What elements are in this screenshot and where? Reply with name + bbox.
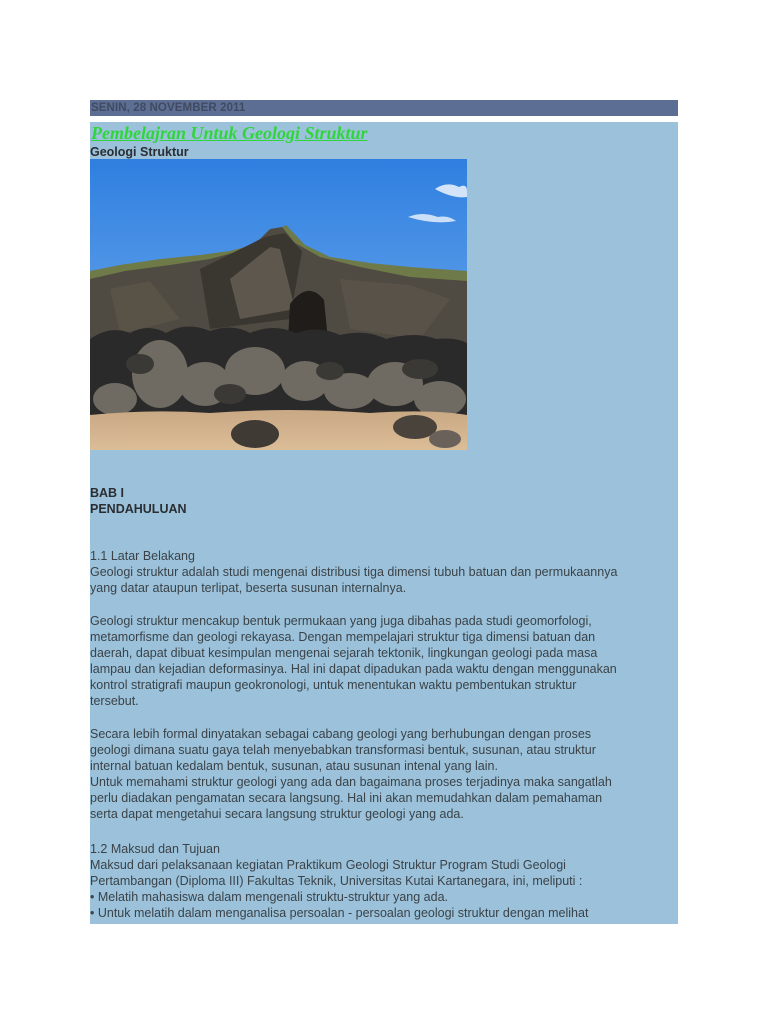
chapter-title: PENDAHULUAN bbox=[90, 502, 187, 516]
chapter-label: BAB I bbox=[90, 486, 125, 500]
section-heading: 1.1 Latar Belakang bbox=[90, 549, 195, 563]
post-subtitle: Geologi Struktur bbox=[90, 145, 189, 159]
paragraph: Maksud dari pelaksanaan kegiatan Praktikum Geologi Struktur Program Studi Geologi Pertambangan (Diploma III) Fakultas Teknik, Universitas Kutai Kartanegara, ini, meliputi : bbox=[90, 858, 583, 888]
rock-formation-photo bbox=[90, 159, 467, 450]
paragraph: Geologi struktur mencakup bentuk permukaan yang juga dibahas pada studi geomorfologi, metamorfisme dan geologi rekayasa. Dengan mempelajari struktur tiga dimensi batuan dan daerah, dapat dibuat kesimpulan mengenai sejarah tektonik, lingkungan geologi pada masa lampau dan kejadian deformasinya. Hal ini dapat dipadukan pada waktu dengan menggunakan kontrol stratigrafi maupun geokronologi, untuk menentukan waktu pembentukan struktur tersebut. bbox=[90, 614, 617, 708]
post-title-link[interactable]: Pembelajran Untuk Geologi Struktur bbox=[91, 123, 368, 143]
list-item: • Melatih mahasiswa dalam mengenali struktu-struktur yang ada. bbox=[90, 890, 449, 904]
date-header: SENIN, 28 NOVEMBER 2011 bbox=[90, 100, 678, 116]
section-heading: 1.2 Maksud dan Tujuan bbox=[90, 842, 220, 856]
paragraph: Secara lebih formal dinyatakan sebagai cabang geologi yang berhubungan dengan proses geologi dimana suatu gaya telah menyebabkan transformasi bentuk, susunan, atau struktur internal batuan kedalam bentuk, susunan, atau susunan intenal yang lain. Untuk memahami struktur geologi yang ada dan bagaimana proses terjadinya maka sangatlah perlu diadakan pengamatan secara langsung. Hal ini akan memudahkan dalam pemahaman serta dapat mengetahui secara langsung struktur geologi yang ada. bbox=[90, 727, 612, 821]
blog-post bbox=[90, 122, 678, 924]
list-item: • Untuk melatih dalam menganalisa persoalan - persoalan geologi struktur dengan melihat bbox=[90, 906, 589, 920]
paragraph: Geologi struktur adalah studi mengenai distribusi tiga dimensi tubuh batuan dan permukaannya yang datar ataupun terlipat, beserta susunan internalnya. bbox=[90, 565, 618, 595]
